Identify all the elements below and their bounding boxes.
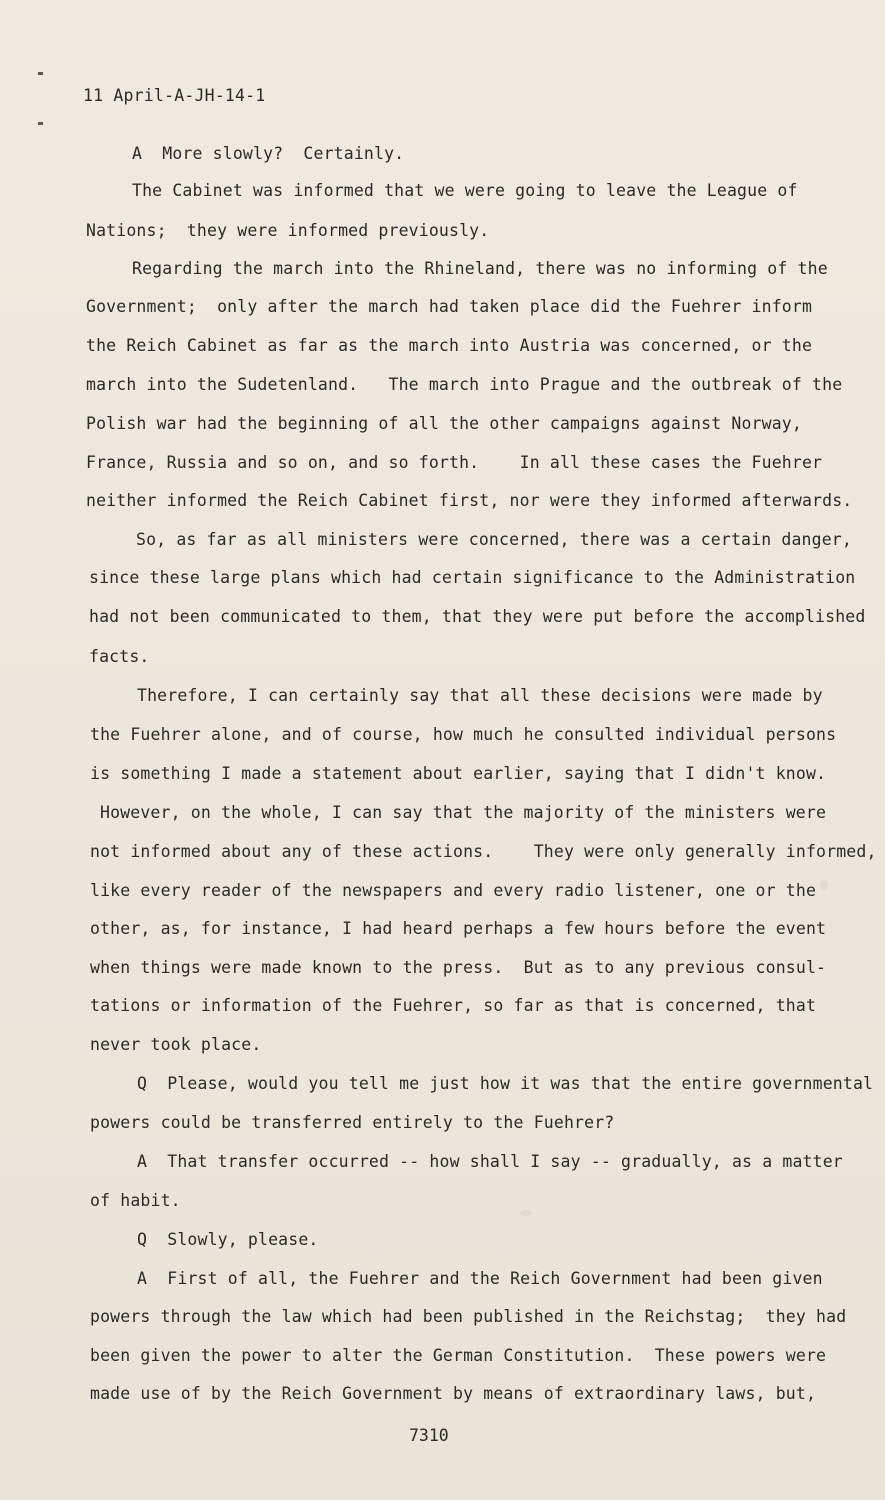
text-line: Regarding the march into the Rhineland, there was no informing of the <box>132 259 828 278</box>
text-line: So, as far as all ministers were concerned, there was a certain danger, <box>136 530 852 549</box>
text-line: France, Russia and so on, and so forth. In all these cases the Fuehrer <box>86 453 823 472</box>
text-line: of habit. <box>90 1191 181 1210</box>
text-line: had not been communicated to them, that they were put before the accomplished <box>89 607 866 626</box>
text-line: Nations; they were informed previously. <box>86 221 490 240</box>
text-line: facts. <box>89 647 150 666</box>
text-line: the Reich Cabinet as far as the march into Austria was concerned, or the <box>86 336 813 355</box>
text-line: is something I made a statement about earlier, saying that I didn't know. <box>90 764 827 783</box>
text-line: However, on the whole, I can say that the majority of the ministers were <box>100 803 827 822</box>
text-line: neither informed the Reich Cabinet first, nor were they informed afterwards. <box>86 491 853 510</box>
text-line: Government; only after the march had taken place did the Fuehrer inform <box>86 297 813 316</box>
text-line: powers through the law which had been published in the Reichstag; they had <box>90 1307 847 1326</box>
margin-mark <box>38 122 43 125</box>
document-header: 11 April-A-JH-14-1 <box>83 86 266 105</box>
text-line: The Cabinet was informed that we were going to leave the League of <box>132 181 798 200</box>
paper-blemish <box>820 880 828 890</box>
page-number: 7310 <box>409 1426 449 1445</box>
text-line: like every reader of the newspapers and every radio listener, one or the <box>90 881 817 900</box>
text-line: never took place. <box>90 1035 262 1054</box>
text-line: A More slowly? Certainly. <box>132 144 405 163</box>
text-line: Therefore, I can certainly say that all these decisions were made by <box>137 686 823 705</box>
text-line: Polish war had the beginning of all the other campaigns against Norway, <box>86 414 802 433</box>
text-line: made use of by the Reich Government by means of extraordinary laws, but, <box>90 1384 817 1403</box>
text-line: A First of all, the Fuehrer and the Reich Government had been given <box>137 1269 823 1288</box>
text-line: since these large plans which had certain significance to the Administration <box>89 568 856 587</box>
text-line: when things were made known to the press. But as to any previous consul- <box>90 958 827 977</box>
text-line: not informed about any of these actions. They were only generally informed, <box>90 842 877 861</box>
text-line: Q Please, would you tell me just how it was that the entire governmental <box>137 1074 874 1093</box>
text-line: powers could be transferred entirely to the Fuehrer? <box>90 1113 615 1132</box>
text-line: A That transfer occurred -- how shall I say -- gradually, as a matter <box>137 1152 843 1171</box>
text-line: march into the Sudetenland. The march into Prague and the outbreak of the <box>86 375 843 394</box>
text-line: Q Slowly, please. <box>137 1230 319 1249</box>
paper-blemish <box>520 1210 532 1216</box>
text-line: tations or information of the Fuehrer, so far as that is concerned, that <box>90 996 817 1015</box>
text-line: other, as, for instance, I had heard perhaps a few hours before the event <box>90 919 827 938</box>
margin-mark <box>38 72 43 75</box>
text-line: been given the power to alter the German Constitution. These powers were <box>90 1346 827 1365</box>
text-line: the Fuehrer alone, and of course, how much he consulted individual persons <box>90 725 837 744</box>
